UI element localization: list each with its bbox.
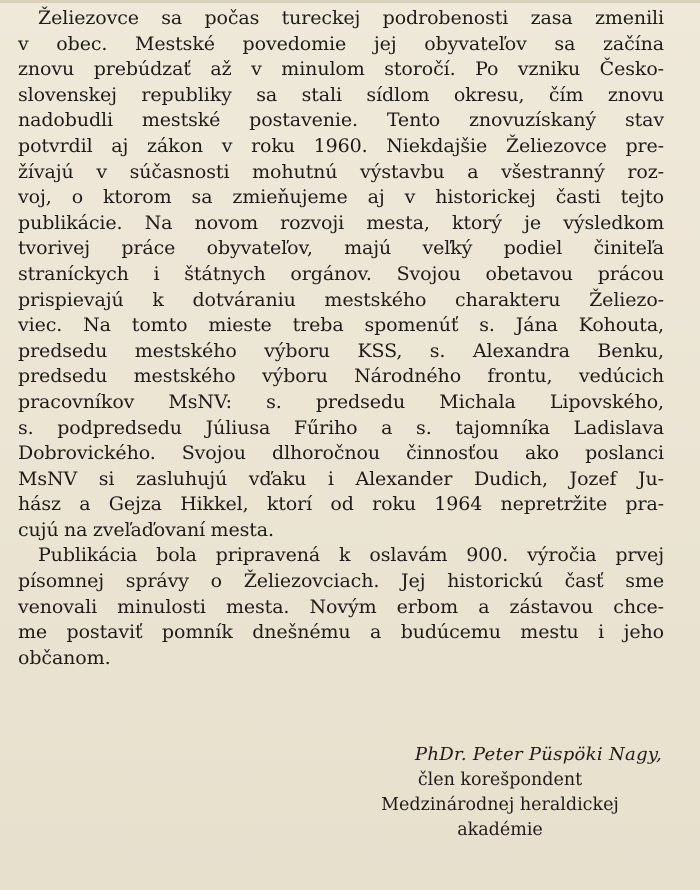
text-line: hász a Gejza Hikkel, ktorí od roku 1964 nepretržite pra- xyxy=(18,493,664,516)
text-line: venovali minulosti mesta. Novým erbom a zástavou chce- xyxy=(18,595,664,618)
text-line: viec. Na tomto mieste treba spomenúť s. Jána Kohouta, xyxy=(18,314,664,337)
text-line: straníckych i štátnych orgánov. Svojou obetavou prácou xyxy=(18,262,664,285)
text-line: voj, o ktorom sa zmieňujeme aj v historickej časti tejto xyxy=(18,186,664,209)
text-line: predsedu mestského výboru KSS, s. Alexandra Benku, xyxy=(18,339,664,362)
text-line: slovenskej republiky sa stali sídlom okresu, čím znovu xyxy=(18,83,664,106)
text-line: s. podpredsedu Júliusa Fűriho a s. tajomníka Ladislava xyxy=(18,416,664,439)
body-text xyxy=(18,6,664,671)
text-line: v obec. Mestské povedomie jej obyvateľov sa začína xyxy=(18,32,664,55)
text-line: Želiezovce sa počas tureckej podrobenosti zasa zmenili xyxy=(38,7,664,29)
paragraph-1 xyxy=(18,6,664,543)
text-line: občanom. xyxy=(18,646,111,669)
text-line: písomnej správy o Želiezovciach. Jej historickú časť sme xyxy=(18,570,664,593)
signature-name: PhDr. Peter Püspöki Nagy, xyxy=(414,744,662,765)
text-line: Publikácia bola pripravená k oslavám 900. výročia prvej xyxy=(38,544,664,567)
signature-title-line: člen korešpondent xyxy=(417,770,583,790)
text-line: tvorivej práce obyvateľov, majú veľký podiel činiteľa xyxy=(18,237,664,260)
text-line: žívajú v súčasnosti mohutnú výstavbu a všestranný roz- xyxy=(18,160,664,183)
signature-block xyxy=(330,742,670,843)
text-line: publikácie. Na novom rozvoji mesta, ktorý je výsledkom xyxy=(18,211,664,234)
text-line: predsedu mestského výboru Národného frontu, vedúcich xyxy=(18,365,664,388)
signature-title-line: akadémie xyxy=(457,820,543,840)
signature-title-line: Medzinárodnej heraldickej xyxy=(381,795,619,815)
paragraph-2 xyxy=(18,543,664,671)
text-line: pracovníkov MsNV: s. predsedu Michala Lipovského, xyxy=(18,390,664,413)
text-line: znovu prebúdzať až v minulom storočí. Po vzniku Česko- xyxy=(18,58,664,81)
text-line: nadobudli mestské postavenie. Tento znovuzískaný stav xyxy=(18,109,664,132)
text-line: cujú na zveľaďovaní mesta. xyxy=(18,518,274,541)
text-line: prispievajú k dotváraniu mestského charakteru Želiezo- xyxy=(18,288,664,311)
text-line: potvrdil aj zákon v roku 1960. Niekdajšie Želiezovce pre- xyxy=(18,134,664,157)
text-line: Dobrovického. Svojou dlhoročnou činnosťou ako poslanci xyxy=(18,442,664,465)
text-line: MsNV si zasluhujú vďaku i Alexander Dudich, Jozef Ju- xyxy=(18,467,664,490)
text-line: me postaviť pomník dnešnému a budúcemu mestu i jeho xyxy=(18,621,664,644)
page-top-edge xyxy=(0,0,700,3)
